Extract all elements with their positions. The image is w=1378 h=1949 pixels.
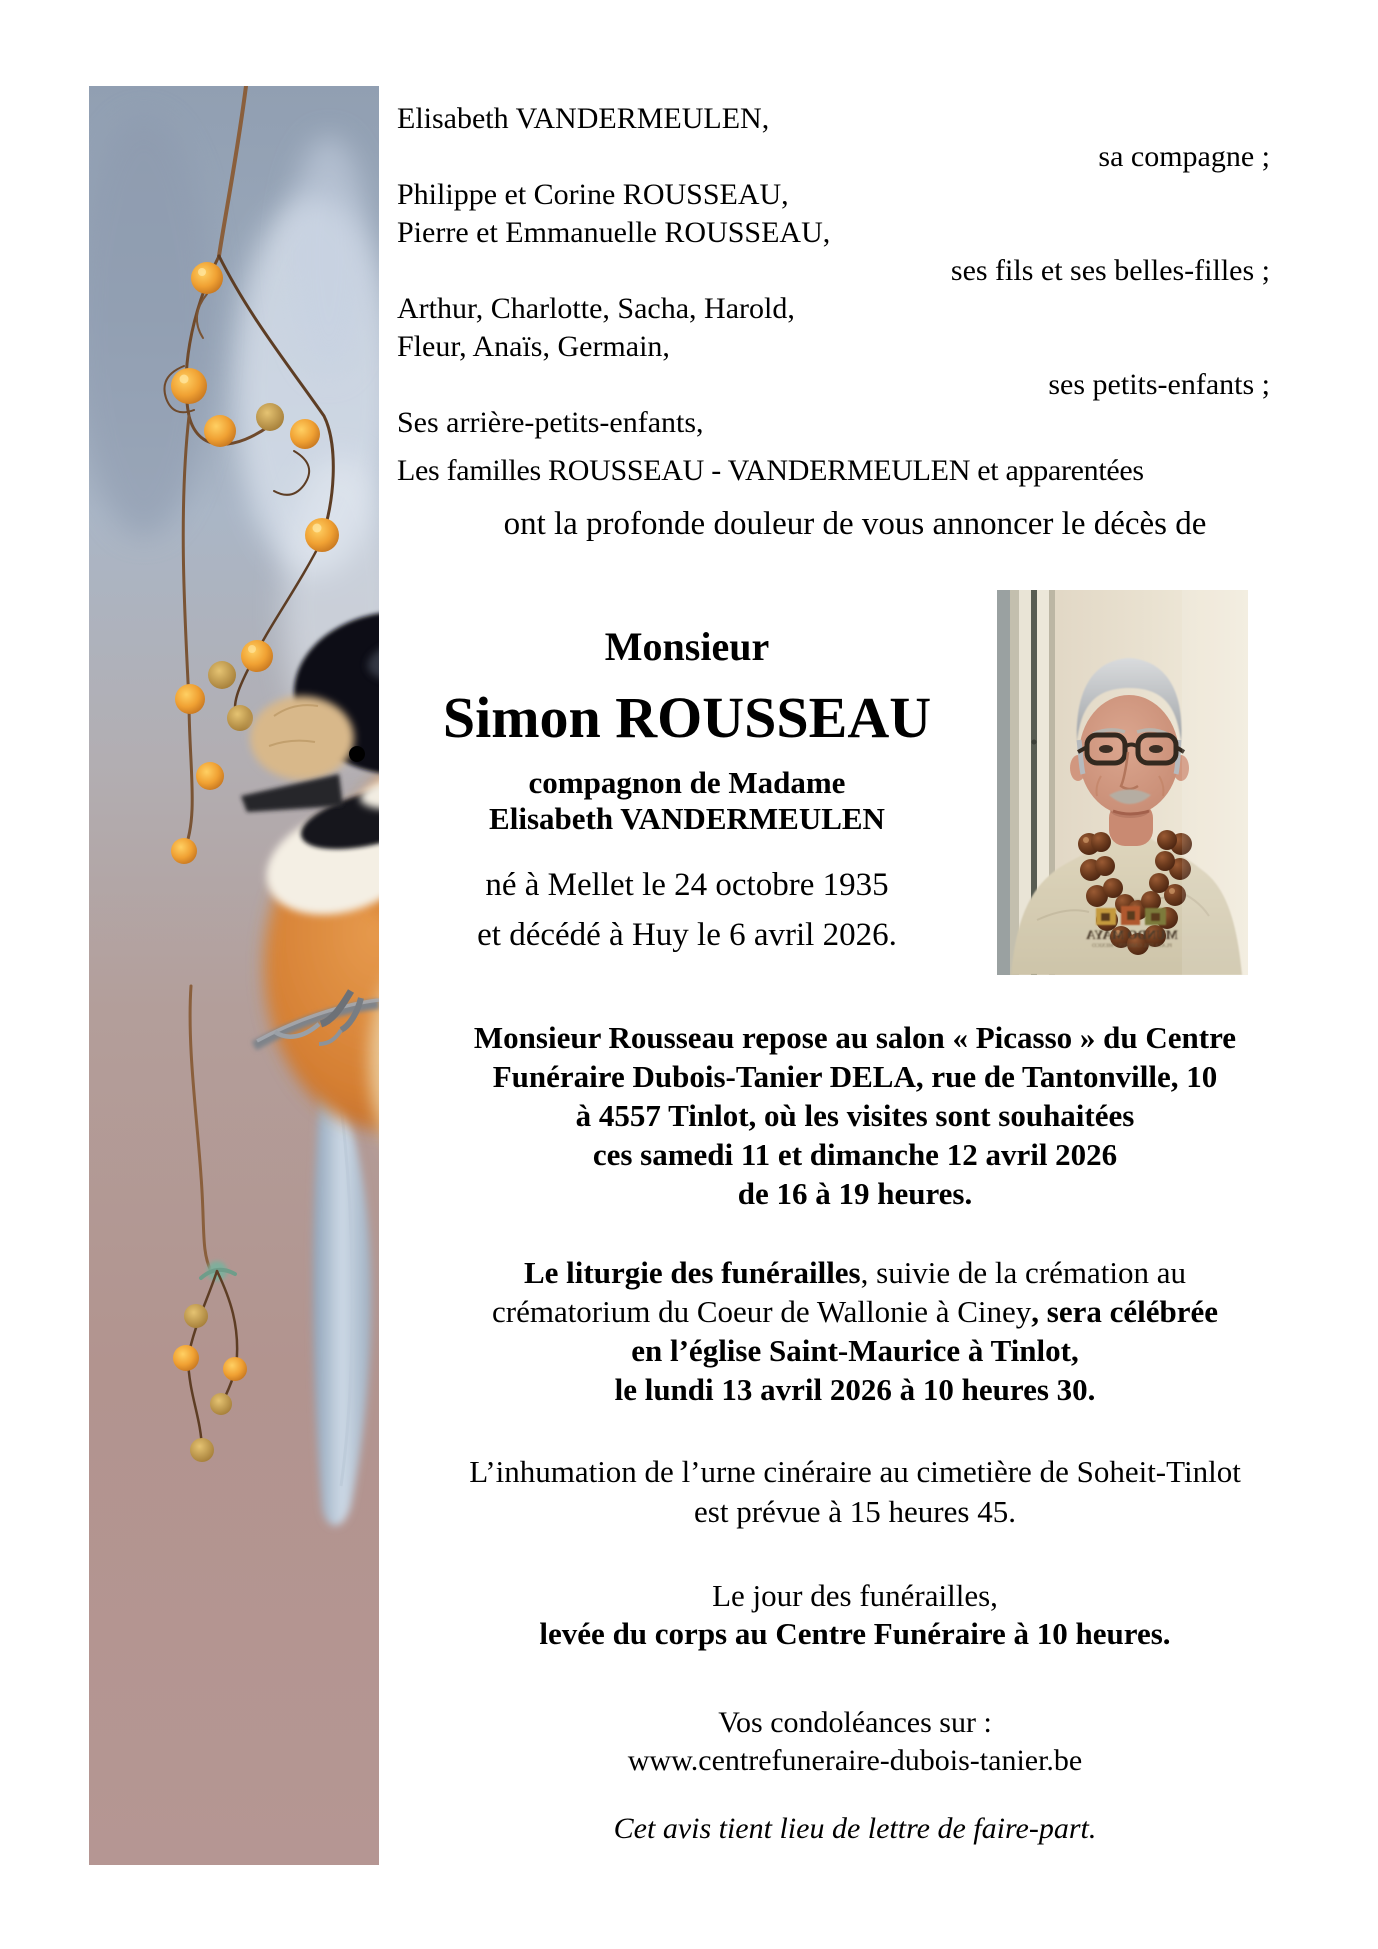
birth-line: né à Mellet le 24 octobre 1935 xyxy=(485,867,889,903)
relation-line: compagnon de Madame xyxy=(528,765,846,800)
shirt-print-text: MUNDO MAYA xyxy=(1086,927,1178,942)
closing-line: Cet avis tient lieu de lettre de faire-part. xyxy=(613,1812,1097,1845)
portrait-art xyxy=(997,590,1248,975)
family-line: Elisabeth VANDERMEULEN, xyxy=(397,102,770,135)
visitation-line: de 16 à 19 heures. xyxy=(737,1176,973,1211)
condolences-paragraph xyxy=(379,1704,1331,1780)
funeral-liturgy-rest: , suivie de la crémation au xyxy=(860,1255,1187,1290)
family-line: Ses arrière-petits-enfants, xyxy=(397,406,704,439)
tshirt-print xyxy=(1085,906,1177,949)
levee-paragraph xyxy=(379,1577,1331,1653)
levee-intro-line: Le jour des funérailles, xyxy=(712,1578,998,1613)
funeral-crematorium: crématorium du Coeur de Wallonie à Ciney xyxy=(491,1294,1032,1329)
funeral-paragraph xyxy=(379,1253,1331,1409)
announcement-line: ont la profonde douleur de vous annoncer le décès de xyxy=(503,506,1207,542)
bird-cheek xyxy=(250,696,354,780)
funeral-datetime-line: le lundi 13 avril 2026 à 10 heures 30. xyxy=(614,1372,1096,1407)
inhumation-line: L’inhumation de l’urne cinéraire au cimetière de Soheit-Tinlot xyxy=(469,1454,1241,1489)
deceased-title: Monsieur xyxy=(604,624,770,669)
deceased-name: Simon ROUSSEAU xyxy=(442,685,932,750)
visitation-line: à 4557 Tinlot, où les visites sont souhaitées xyxy=(575,1098,1135,1133)
condolences-website: www.centrefuneraire-dubois-tanier.be xyxy=(627,1744,1083,1777)
funeral-line xyxy=(379,1292,1331,1331)
relationship-label: sa compagne ; xyxy=(1098,140,1270,173)
inhumation-line: est prévue à 15 heures 45. xyxy=(694,1494,1016,1529)
family-line: Philippe et Corine ROUSSEAU, xyxy=(397,178,789,211)
relationship-label: ses fils et ses belles-filles ; xyxy=(950,254,1270,287)
portrait-photo xyxy=(997,590,1248,975)
visitation-paragraph xyxy=(379,1018,1331,1213)
levee-bold-line: levée du corps au Centre Funéraire à 10 heures. xyxy=(539,1616,1171,1651)
bird-photo-art xyxy=(89,86,379,1865)
family-line: Fleur, Anaïs, Germain, xyxy=(397,330,670,363)
family-line: Arthur, Charlotte, Sacha, Harold, xyxy=(397,292,795,325)
visitation-line: Funéraire Dubois-Tanier DELA, rue de Tantonville, 10 xyxy=(492,1059,1218,1094)
visitation-line: Monsieur Rousseau repose au salon « Picasso » du Centre xyxy=(473,1020,1237,1055)
relationship-label: ses petits-enfants ; xyxy=(1048,368,1270,401)
condolences-intro: Vos condoléances sur : xyxy=(718,1706,992,1739)
funeral-liturgy-label: Le liturgie des funérailles xyxy=(523,1255,861,1290)
visitation-line: ces samedi 11 et dimanche 12 avril 2026 xyxy=(592,1137,1118,1172)
families-line: Les familles ROUSSEAU - VANDERMEULEN et apparentées xyxy=(397,454,1144,487)
shirt-print-subtext: PLAYA DEL CARMEN • MEXICO xyxy=(1091,943,1173,949)
relation-line: Elisabeth VANDERMEULEN xyxy=(489,801,885,836)
funeral-church-line: en l’église Saint-Maurice à Tinlot, xyxy=(631,1333,1079,1368)
funeral-celebration: , sera célébrée xyxy=(1031,1294,1219,1329)
death-line: et décédé à Huy le 6 avril 2026. xyxy=(477,917,897,953)
deceased-block xyxy=(379,625,995,955)
family-block xyxy=(397,100,1270,490)
family-line: Pierre et Emmanuelle ROUSSEAU, xyxy=(397,216,831,249)
bird-eye xyxy=(349,746,365,762)
bird-photo xyxy=(89,86,379,1865)
inhumation-paragraph xyxy=(379,1452,1331,1532)
funeral-line xyxy=(379,1253,1331,1292)
